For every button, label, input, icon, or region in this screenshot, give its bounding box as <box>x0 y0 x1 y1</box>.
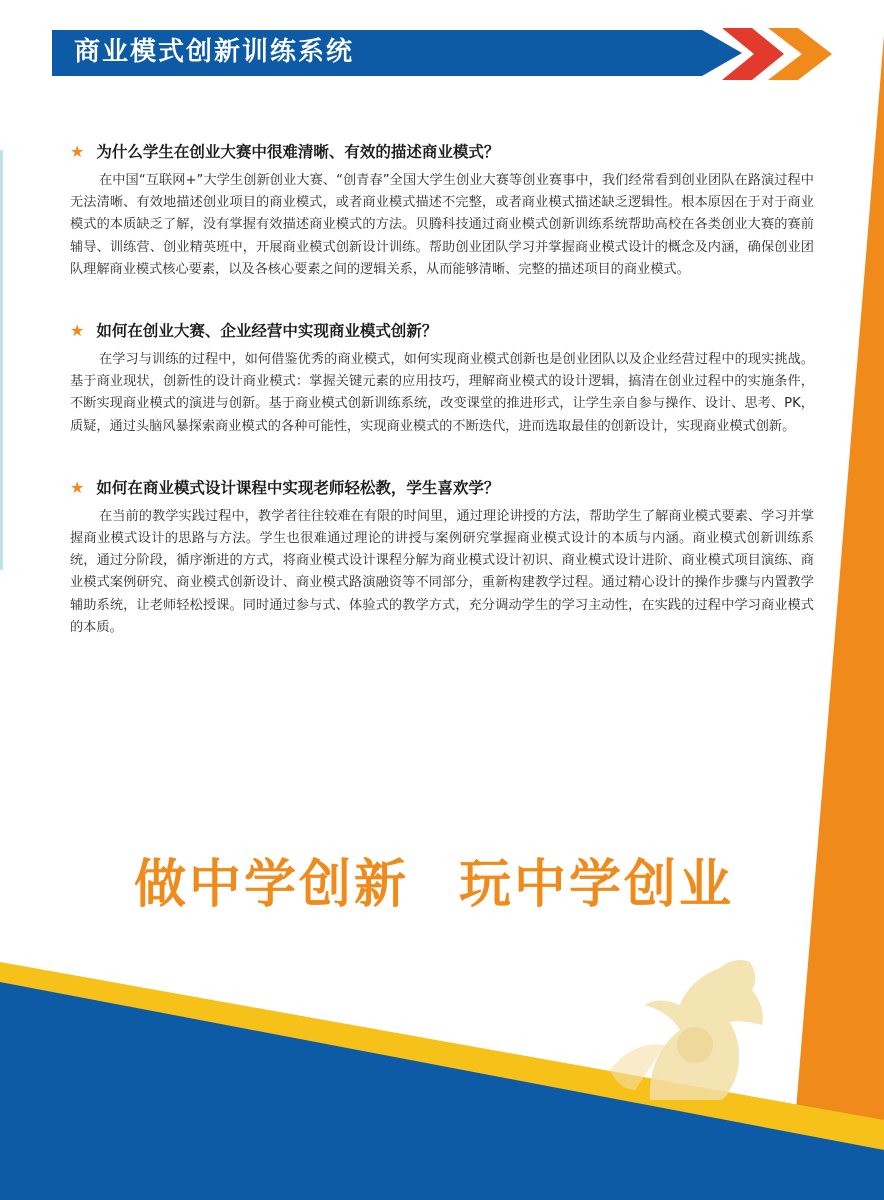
slogan-part1: 做中学创新 <box>134 855 410 915</box>
main-content <box>70 140 820 677</box>
section-why-hard <box>70 140 820 281</box>
page-title: 商业模式创新训练系统 <box>74 37 355 67</box>
star-icon: ★ <box>70 321 85 341</box>
section-title-text: 如何在创业大赛、企业经营中实现商业模式创新？ <box>96 322 438 341</box>
section-title <box>70 476 820 500</box>
section-body: 在当前的教学实践过程中，教学者往往较难在有限的时间里，通过理论讲授的方法，帮助学生了解商业模式要素、学习并掌握商业模式设计的思路与方法。学生也很难通过理论的讲授与案例研究掌握商业模式设计的本质与内涵。商业模式创新训练系统，通过分阶段，循序渐进的方式，将商业模式设计课程分解为商业模式设计初识、商业模式设计进阶、商业模式项目演练、商业模式案例研究、商业模式创新设计、商业模式路演融资等不同部分，重新构建教学过程。通过精心设计的操作步骤与内置教学辅助系统，让老师轻松授课。同时通过参与式、体验式的教学方式，充分调动学生的学习主动性，在实践的过程中学习商业模式的本质。 <box>70 508 814 635</box>
section-title <box>70 140 820 164</box>
section-title-text: 为什么学生在创业大赛中很难清晰、有效的描述商业模式？ <box>96 143 500 161</box>
section-how-innovate <box>70 319 820 438</box>
left-edge-line <box>0 150 3 570</box>
star-icon: ★ <box>70 142 85 161</box>
section-body: 在学习与训练的过程中，如何借鉴优秀的商业模式，如何实现商业模式创新也是创业团队以及企业经营过程中的现实挑战。基于商业现状，创新性的设计商业模式：掌握关键元素的应用技巧，理解商业模式的设计逻辑，搞清在创业过程中的实施条件，不断实现商业模式的演进与创新。基于商业模式创新训练系统，改变课堂的推进形式，让学生亲自参与操作、设计、思考、PK，质疑，通过头脑风暴探索商业模式的各种可能性，实现商业模式的不断迭代，进而选取最佳的创新设计，实现商业模式创新。 <box>70 352 814 434</box>
slogan <box>134 850 734 920</box>
section-teach-learn <box>70 476 820 639</box>
slogan-part2: 玩中学创业 <box>459 855 735 915</box>
section-body: 在中国“互联网+”大学生创新创业大赛、“创青春”全国大学生创业大赛等创业赛事中，我们经常看到创业团队在路演过程中无法清晰、有效地描述创业项目的商业模式，或者商业模式描述不完整，或者商业模式描述缺乏逻辑性。根本原因在于对于商业模式的本质缺乏了解，没有掌握有效描述商业模式的方法。贝腾科技通过商业模式创新训练系统帮助高校在各类创业大赛的赛前辅导、训练营、创业精英班中，开展商业模式创新设计训练。帮助创业团队学习并掌握商业模式设计的概念及内涵，确保创业团队理解商业模式核心要素，以及各核心要素之间的逻辑关系，从而能够清晰、完整的描述项目的商业模式。 <box>70 173 814 277</box>
section-title-text: 如何在商业模式设计课程中实现老师轻松教，学生喜欢学？ <box>96 478 500 497</box>
horse-statue-icon <box>590 950 770 1100</box>
section-title <box>70 319 820 343</box>
star-icon: ★ <box>70 477 85 497</box>
double-chevron-icon <box>722 28 834 80</box>
